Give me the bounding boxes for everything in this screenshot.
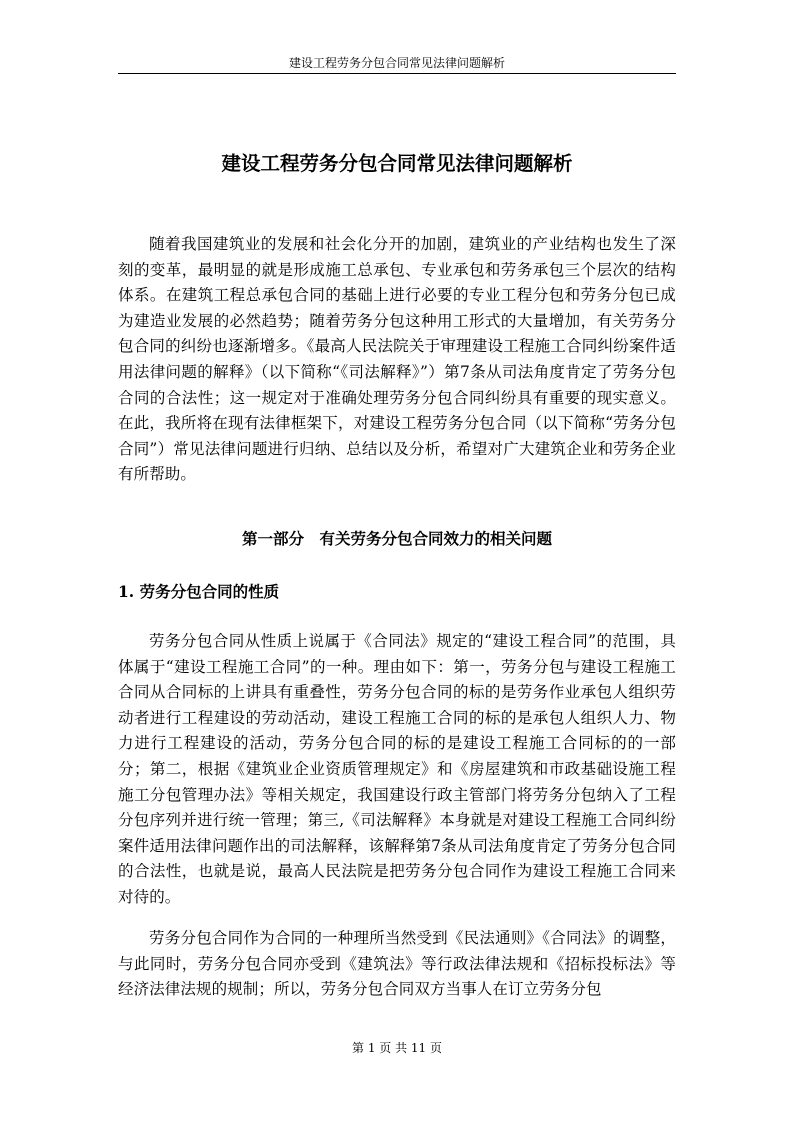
intro-paragraph: 随着我国建筑业的发展和社会化分开的加剧，建筑业的产业结构也发生了深刻的变革，最明显的就是形成施工总承包、专业承包和劳务承包三个层次的结构体系。在建筑工程总承包合同的基础上进行必要的专业工程分包和劳务分包已成为建造业发展的必然趋势；随着劳务分包这种用工形式的大量增加，有关劳务分包合同的纠纷也逐渐增多。《最高人民法院关于审理建设工程施工合同纠纷案件适用法律问题的解释》（以下简称“《司法解释》”）第7条从司法角度肯定了劳务分包合同的合法性；这一规定对于准确处理劳务分包合同纠纷具有重要的现实意义。在此，我所将在现有法律框架下，对建设工程劳务分包合同（以下简称“劳务分包合同”）常见法律问题进行归纳、总结以及分析，希望对广大建筑企业和劳务企业有所帮助。 — [118, 235, 676, 484]
section-one-paragraph-1: 劳务分包合同从性质上说属于《合同法》规定的“建设工程合同”的范围，具体属于“建设工程施工合同”的一种。理由如下：第一，劳务分包与建设工程施工合同从合同标的上讲具有重叠性，劳务分包合同的标的是劳务作业承包人组织劳动者进行工程建设的劳动活动，建设工程施工合同的标的是承包人组织人力、物力进行工程建设的活动，劳务分包合同的标的是建设工程施工合同标的的一部分；第二，根据《建筑业企业资质管理规定》和《房屋建筑和市政基础设施工程施工分包管理办法》等相关规定，我国建设行政主管部门将劳务分包纳入了工程分包序列并进行统一管理；第三,《司法解释》本身就是对建设工程施工合同纠纷案件适用法律问题作出的司法解释，该解释第7条从司法角度肯定了劳务分包合同的合法性，也就是说，最高人民法院是把劳务分包合同作为建设工程施工合同来对待的。 — [118, 632, 676, 906]
header-divider — [118, 73, 676, 74]
running-header: 建设工程劳务分包合同常见法律问题解析 — [288, 56, 505, 70]
page-number-footer: 第 1 页 共 11 页 — [352, 1041, 442, 1055]
section-one-heading: 1. 劳务分包合同的性质 — [118, 582, 280, 601]
part-one-heading: 第一部分 有关劳务分包合同效力的相关问题 — [241, 529, 552, 548]
section-one-paragraph-2: 劳务分包合同作为合同的一种理所当然受到《民法通则》《合同法》的调整，与此同时，劳务分包合同亦受到《建筑法》等行政法律法规和《招标投标法》等经济法律法规的规制；所以，劳务分包合同双方当事人在订立劳务分包 — [118, 929, 676, 999]
document-title: 建设工程劳务分包合同常见法律问题解析 — [221, 152, 573, 175]
